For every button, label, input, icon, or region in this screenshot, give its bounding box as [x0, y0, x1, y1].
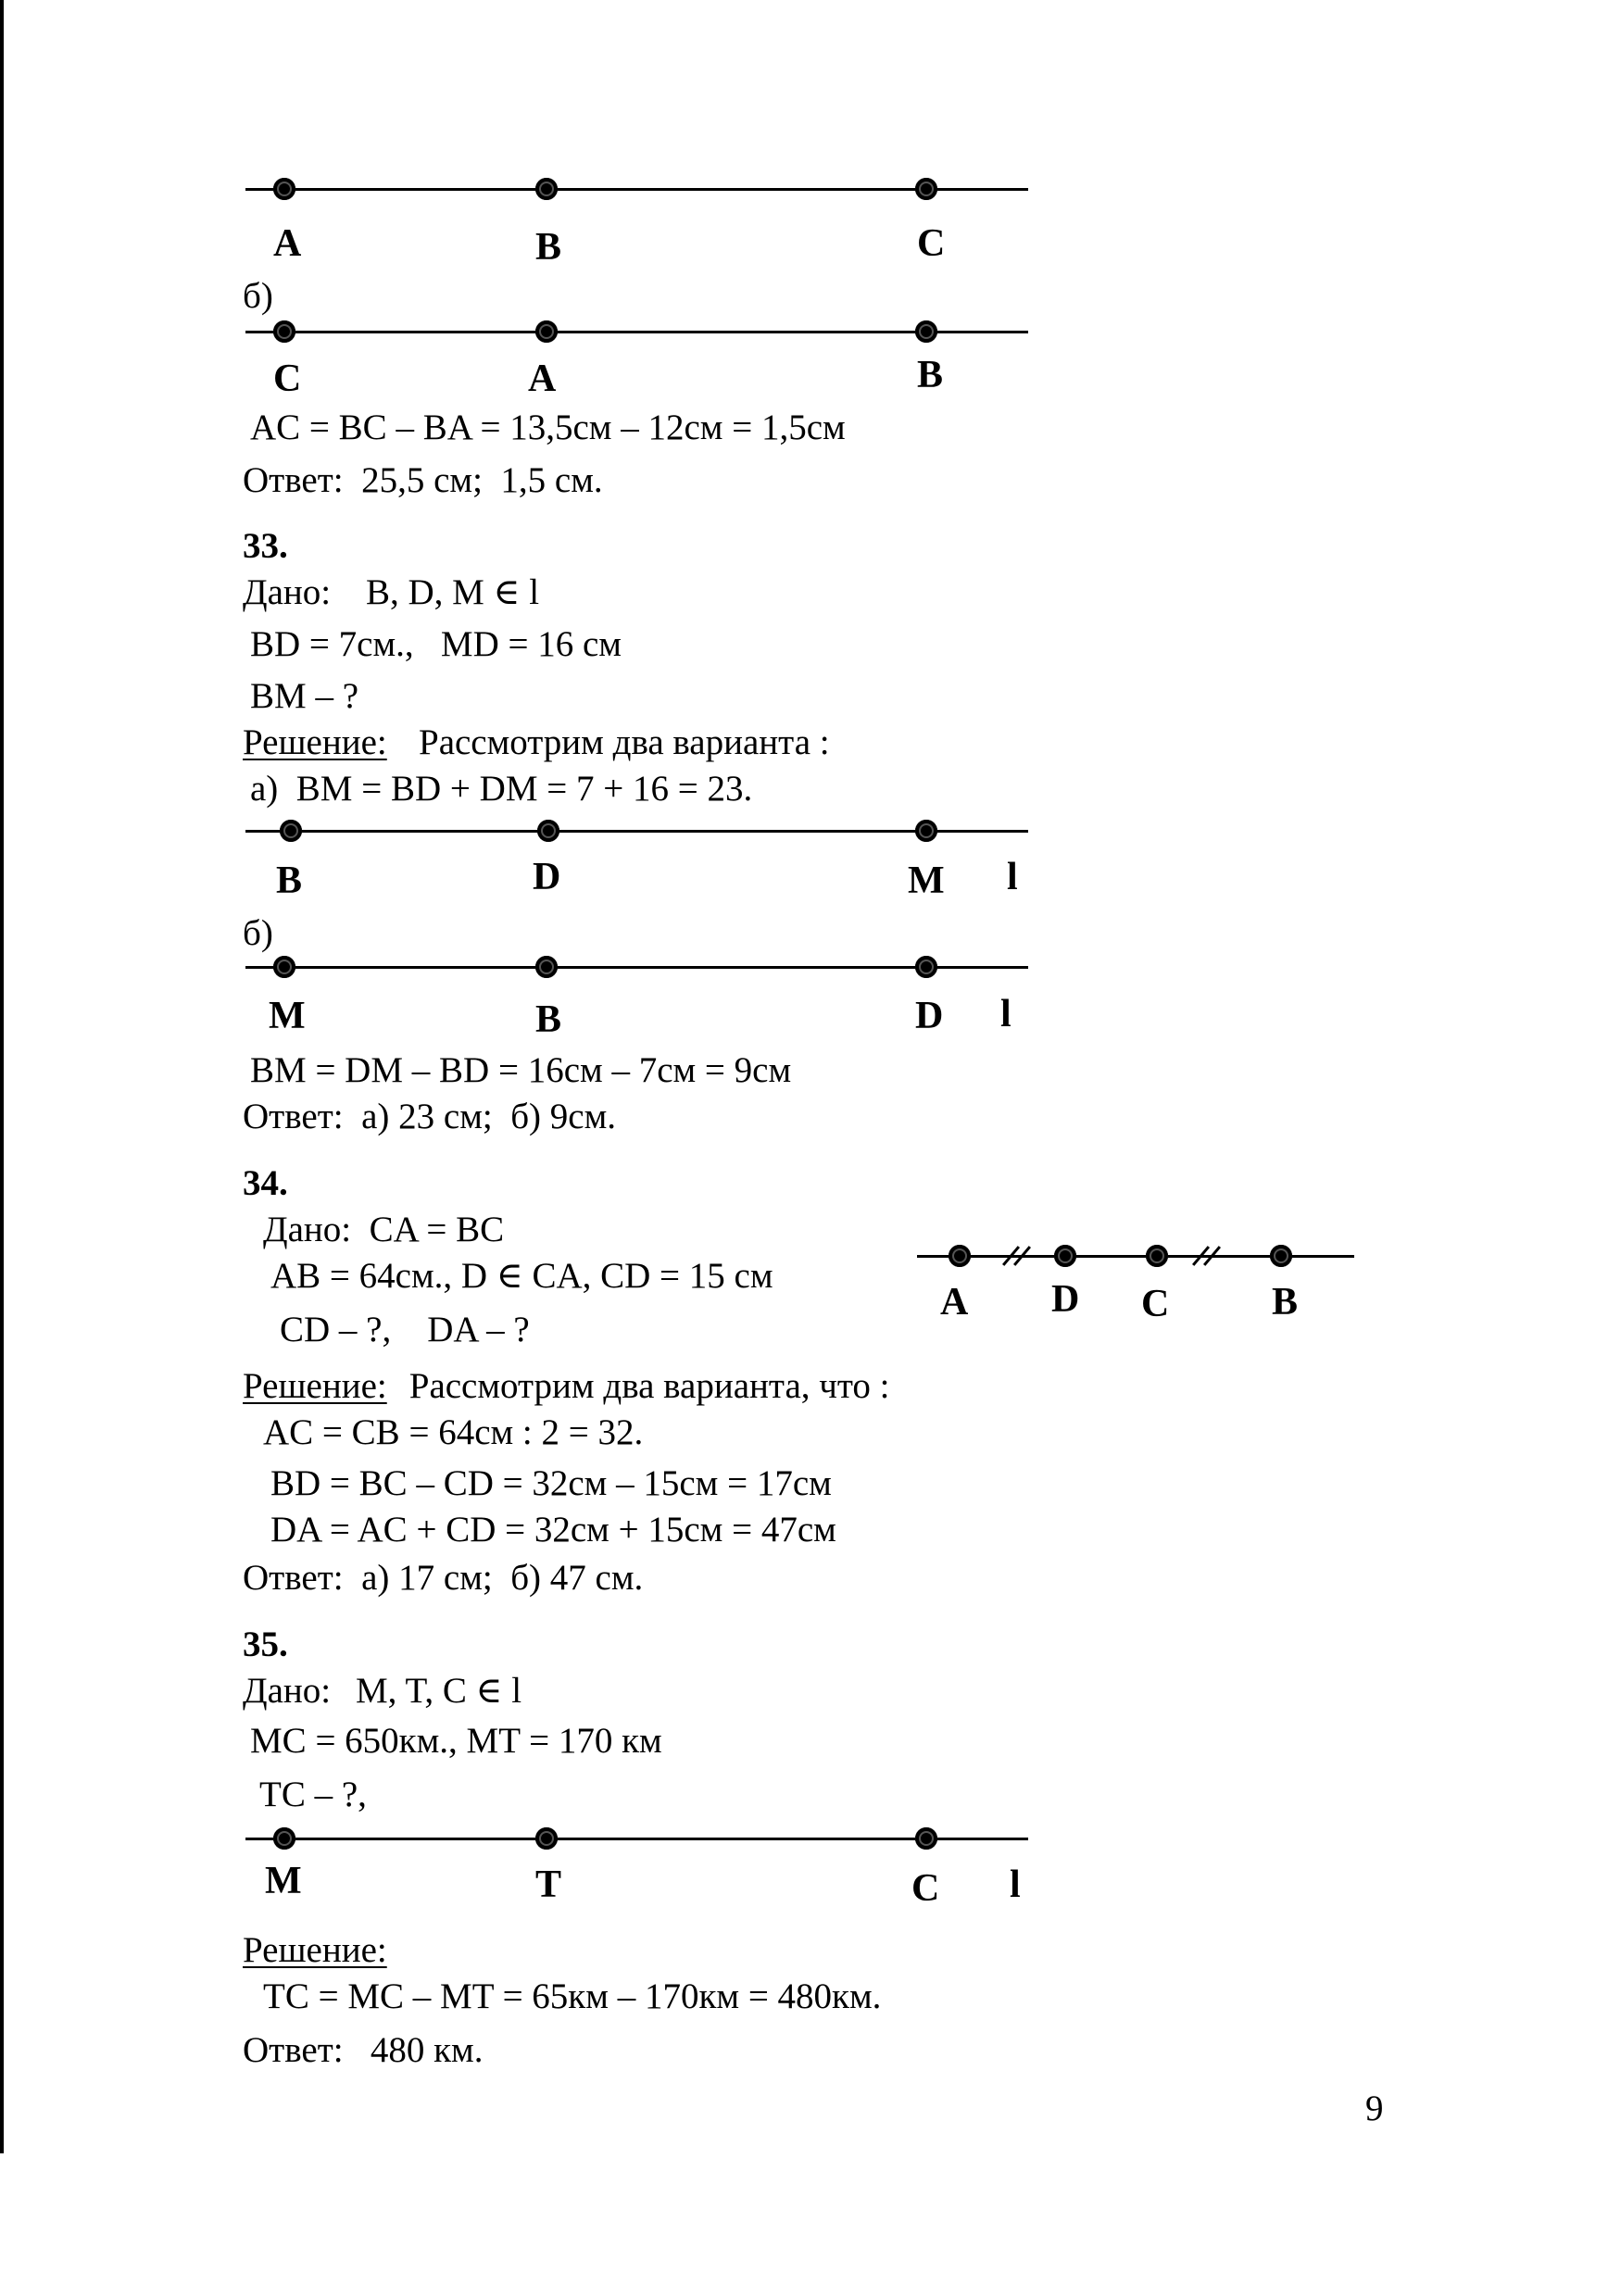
- given-ca-bc: Дано: CA = BC: [263, 1210, 505, 1249]
- problem-number-35: 35.: [243, 1625, 288, 1664]
- point-A: [535, 320, 558, 343]
- label-B: B: [917, 354, 944, 396]
- answer-34: Ответ: а) 17 см; б) 47 см.: [243, 1558, 644, 1598]
- formula-bd: BD = BC – CD = 32см – 15см = 17см: [270, 1463, 832, 1503]
- given-question: TC – ?,: [259, 1775, 367, 1814]
- given-question: BM – ?: [250, 676, 358, 716]
- label-A: A: [273, 222, 302, 265]
- label-B: B: [276, 859, 303, 902]
- label-line-l: l: [1000, 993, 1012, 1035]
- case-b-label: б): [243, 276, 273, 316]
- given-label: Дано:: [243, 1671, 332, 1711]
- formula-bm: BM = DM – BD = 16см – 7см = 9см: [250, 1050, 792, 1090]
- point-T: [535, 1827, 558, 1850]
- line: [245, 966, 1028, 969]
- label-C: C: [1141, 1283, 1170, 1325]
- formula-tc: TC = MC – MT = 65км – 170км = 480км.: [263, 1976, 882, 2016]
- given-ab-cd: AB = 64см., D ∈ CA, CD = 15 см: [270, 1256, 773, 1296]
- given-lengths: MC = 650км., MT = 170 км: [250, 1721, 662, 1761]
- given-points: B, D, M ∈ l: [366, 572, 540, 612]
- point-D: [915, 956, 937, 978]
- formula-da: DA = AC + CD = 32см + 15см = 47см: [270, 1510, 836, 1549]
- point-B: [535, 956, 558, 978]
- label-B: B: [535, 226, 562, 269]
- line: [245, 830, 1028, 833]
- solution-text: Рассмотрим два варианта, что :: [400, 1366, 890, 1406]
- formula-ac-cb: AC = CB = 64см : 2 = 32.: [263, 1412, 644, 1452]
- line: [245, 1838, 1028, 1840]
- point-D: [1054, 1245, 1076, 1267]
- point-C: [273, 320, 295, 343]
- formula-ac: AC = BC – BA = 13,5см – 12см = 1,5см: [250, 408, 846, 447]
- line: [245, 188, 1028, 191]
- point-B: [915, 320, 937, 343]
- point-B: [1270, 1245, 1292, 1267]
- label-B: B: [535, 998, 562, 1041]
- point-A: [949, 1245, 971, 1267]
- case-a-formula: а) BM = BD + DM = 7 + 16 = 23.: [250, 769, 753, 809]
- point-B: [280, 820, 302, 842]
- point-M: [915, 820, 937, 842]
- solution-label: Решение:: [243, 722, 387, 762]
- page-edge-rule: [0, 0, 4, 2153]
- label-T: T: [535, 1863, 562, 1906]
- point-M: [273, 1827, 295, 1850]
- given-lengths: BD = 7см., MD = 16 см: [250, 624, 622, 664]
- point-D: [537, 820, 559, 842]
- given-label: Дано:: [243, 572, 332, 612]
- label-M: M: [269, 995, 306, 1037]
- label-M: M: [265, 1860, 302, 1902]
- label-line-l: l: [1010, 1863, 1021, 1906]
- answer-32: Ответ: 25,5 см; 1,5 см.: [243, 460, 603, 500]
- point-M: [273, 956, 295, 978]
- label-D: D: [533, 856, 561, 898]
- given-question: CD – ?, DA – ?: [280, 1310, 530, 1349]
- label-line-l: l: [1007, 856, 1018, 898]
- label-D: D: [1051, 1278, 1080, 1321]
- point-C: [915, 178, 937, 200]
- page-number: 9: [1365, 2089, 1384, 2128]
- label-D: D: [915, 995, 944, 1037]
- line: [245, 331, 1028, 333]
- label-C: C: [911, 1867, 940, 1910]
- solution-label: Решение:: [243, 1930, 387, 1970]
- point-B: [535, 178, 558, 200]
- label-A: A: [940, 1281, 969, 1324]
- problem-number-34: 34.: [243, 1163, 288, 1203]
- given-points: M, T, C ∈ l: [356, 1671, 522, 1711]
- label-C: C: [273, 358, 302, 400]
- label-B: B: [1272, 1281, 1299, 1324]
- label-A: A: [528, 358, 557, 400]
- solution-text: Рассмотрим два варианта :: [419, 722, 830, 762]
- answer-35: Ответ: 480 км.: [243, 2030, 484, 2070]
- problem-number-33: 33.: [243, 526, 288, 566]
- label-C: C: [917, 222, 946, 265]
- label-M: M: [908, 859, 945, 902]
- case-b-label: б): [243, 913, 273, 953]
- solution-label: Решение:: [243, 1366, 387, 1406]
- point-C: [1146, 1245, 1168, 1267]
- point-A: [273, 178, 295, 200]
- point-C: [915, 1827, 937, 1850]
- answer-33: Ответ: а) 23 см; б) 9см.: [243, 1097, 617, 1136]
